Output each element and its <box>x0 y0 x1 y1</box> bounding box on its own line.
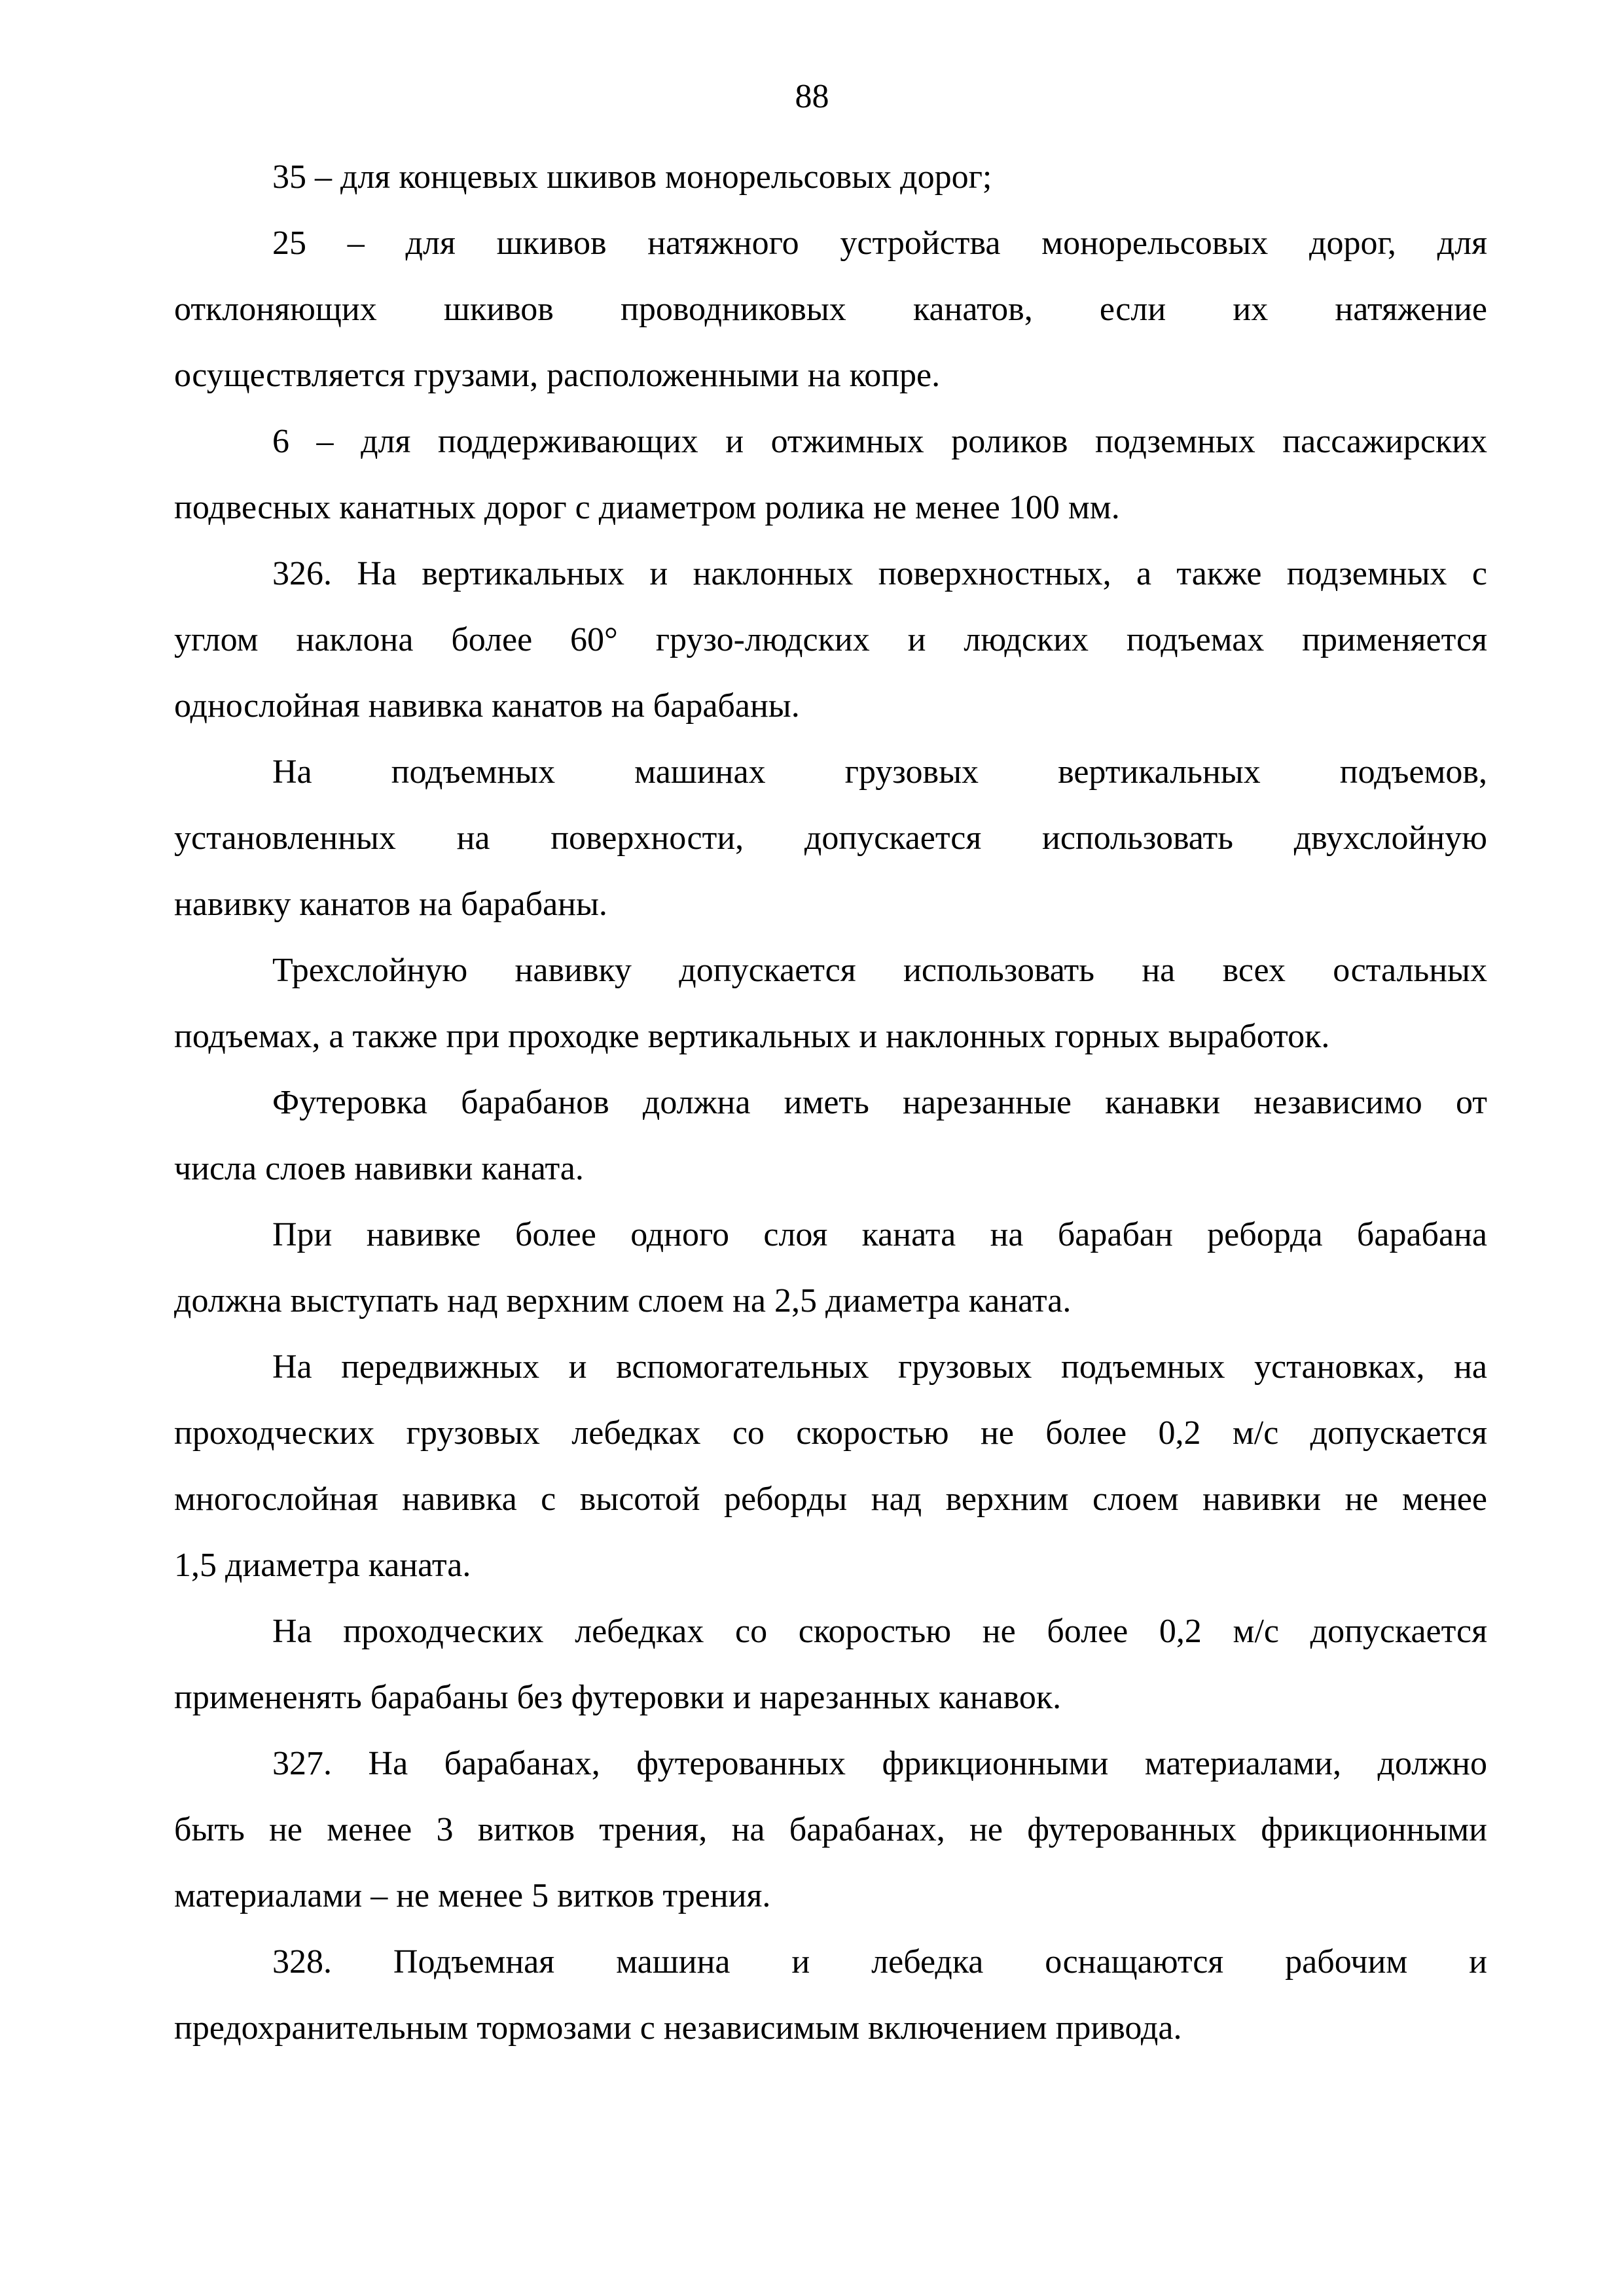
text-line: Футеровка барабанов должна иметь нарезанные канавки независимо от <box>272 1084 1487 1121</box>
text-line: отклоняющих шкивов проводниковых канатов, если их натяжение <box>174 291 1487 328</box>
paragraph <box>174 739 1487 937</box>
paragraph <box>174 408 1487 541</box>
text-line: однослойная навивка канатов на барабаны. <box>174 687 800 725</box>
paragraph <box>174 210 1487 408</box>
paragraph <box>174 1069 1487 1202</box>
page-number: 88 <box>795 78 829 115</box>
text-line: подвесных канатных дорог с диаметром ролика не менее 100 мм. <box>174 489 1120 526</box>
text-line: На подъемных машинах грузовых вертикальных подъемов, <box>272 753 1487 791</box>
paragraph <box>174 937 1487 1069</box>
text-line: многослойная навивка с высотой реборды над верхним слоем навивки не менее <box>174 1480 1487 1518</box>
paragraph <box>174 144 1487 210</box>
text-line: углом наклона более 60° грузо-людских и людских подъемах применяется <box>174 621 1487 658</box>
text-line: предохранительным тормозами с независимым включением привода. <box>174 2009 1182 2047</box>
document-body <box>174 144 1487 2061</box>
text-line: 25 – для шкивов натяжного устройства монорельсовых дорог, для <box>272 224 1487 262</box>
text-line: При навивке более одного слоя каната на барабан реборда барабана <box>272 1216 1487 1253</box>
text-line: 6 – для поддерживающих и отжимных роликов подземных пассажирских <box>272 423 1487 460</box>
paragraph <box>174 1202 1487 1334</box>
text-line: На проходческих лебедках со скоростью не более 0,2 м/с допускается <box>272 1613 1487 1650</box>
paragraph <box>174 541 1487 739</box>
text-line: быть не менее 3 витков трения, на барабанах, не футерованных фрикционными <box>174 1811 1487 1848</box>
text-line: примененять барабаны без футеровки и нарезанных канавок. <box>174 1679 1062 1716</box>
text-line: 1,5 диаметра каната. <box>174 1547 471 1584</box>
text-line: Трехслойную навивку допускается использовать на всех остальных <box>272 952 1487 989</box>
text-line: 35 – для концевых шкивов монорельсовых дорог; <box>272 158 992 196</box>
text-line: На передвижных и вспомогательных грузовых подъемных установках, на <box>272 1348 1487 1386</box>
text-line: 327. На барабанах, футерованных фрикционными материалами, должно <box>272 1745 1487 1782</box>
text-line: навивку канатов на барабаны. <box>174 886 607 923</box>
text-line: 326. На вертикальных и наклонных поверхностных, а также подземных с <box>272 555 1487 592</box>
text-line: подъемах, а также при проходке вертикальных и наклонных горных выработок. <box>174 1018 1330 1055</box>
paragraph <box>174 1598 1487 1731</box>
text-line: материалами – не менее 5 витков трения. <box>174 1877 771 1914</box>
paragraph <box>174 1929 1487 2061</box>
text-line: установленных на поверхности, допускается использовать двухслойную <box>174 819 1487 857</box>
text-line: осуществляется грузами, расположенными на копре. <box>174 357 941 394</box>
paragraph <box>174 1731 1487 1929</box>
text-line: числа слоев навивки каната. <box>174 1150 584 1187</box>
text-line: должна выступать над верхним слоем на 2,5 диаметра каната. <box>174 1282 1072 1319</box>
paragraph <box>174 1334 1487 1598</box>
text-line: 328. Подъемная машина и лебедка оснащаются рабочим и <box>272 1943 1487 1981</box>
text-line: проходческих грузовых лебедках со скоростью не более 0,2 м/с допускается <box>174 1414 1487 1452</box>
